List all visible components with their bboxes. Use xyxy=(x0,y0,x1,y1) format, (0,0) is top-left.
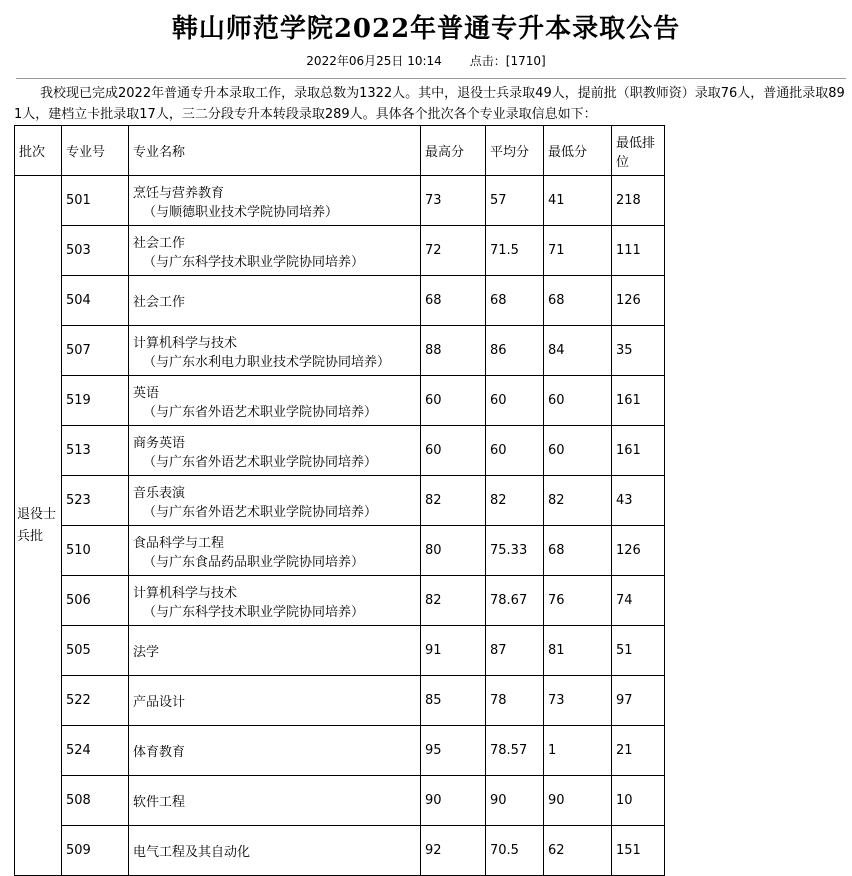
min-cell: 60 xyxy=(544,426,612,476)
table-row xyxy=(15,276,665,326)
code-cell: 501 xyxy=(62,176,129,226)
header-min: 最低分 xyxy=(544,126,612,176)
code-cell: 519 xyxy=(62,376,129,426)
major-cell xyxy=(129,176,421,226)
max-cell: 68 xyxy=(421,276,486,326)
major-note: （与顺德职业技术学院协同培养） xyxy=(143,204,339,220)
avg-cell: 82 xyxy=(486,476,544,526)
table-row xyxy=(15,176,665,226)
table-row xyxy=(15,376,665,426)
avg-cell: 78.67 xyxy=(486,576,544,626)
rank-cell: 10 xyxy=(612,776,665,826)
major-cell xyxy=(129,676,421,726)
publish-meta xyxy=(0,52,852,69)
major-cell xyxy=(129,426,421,476)
major-name: 计算机科学与技术 xyxy=(133,335,238,351)
table-row xyxy=(15,826,665,876)
code-cell: 513 xyxy=(62,426,129,476)
avg-cell: 60 xyxy=(486,426,544,476)
header-avg: 平均分 xyxy=(486,126,544,176)
major-name: 食品科学与工程 xyxy=(133,535,225,551)
major-cell xyxy=(129,326,421,376)
clicks-label: 点击： xyxy=(469,54,506,68)
avg-cell: 90 xyxy=(486,776,544,826)
max-cell: 91 xyxy=(421,626,486,676)
max-cell: 72 xyxy=(421,226,486,276)
max-cell: 82 xyxy=(421,576,486,626)
avg-cell: 86 xyxy=(486,326,544,376)
code-cell: 507 xyxy=(62,326,129,376)
max-cell: 60 xyxy=(421,376,486,426)
code-cell: 523 xyxy=(62,476,129,526)
code-cell: 524 xyxy=(62,726,129,776)
major-name: 法学 xyxy=(133,645,160,660)
max-cell: 82 xyxy=(421,476,486,526)
code-cell: 508 xyxy=(62,776,129,826)
avg-cell: 78 xyxy=(486,676,544,726)
min-cell: 81 xyxy=(544,626,612,676)
rank-cell: 97 xyxy=(612,676,665,726)
header-name: 专业名称 xyxy=(129,126,421,176)
major-name: 电气工程及其自动化 xyxy=(133,845,251,860)
max-cell: 80 xyxy=(421,526,486,576)
admission-table xyxy=(14,125,665,876)
major-cell xyxy=(129,726,421,776)
rank-cell: 21 xyxy=(612,726,665,776)
avg-cell: 75.33 xyxy=(486,526,544,576)
max-cell: 85 xyxy=(421,676,486,726)
table-row xyxy=(15,726,665,776)
code-cell: 509 xyxy=(62,826,129,876)
header-batch: 批次 xyxy=(15,126,62,176)
major-note: （与广东省外语艺术职业学院协同培养） xyxy=(143,454,378,470)
code-cell: 505 xyxy=(62,626,129,676)
intro-paragraph: 我校现已完成2022年普通专升本录取工作，录取总数为1322人。其中，退役士兵录取49人，提前批（职教师资）录取76人，普通批录取891人，建档立卡批录取17人，三二分段专升本转段录取289人。具体各个批次各个专业录取信息如下： xyxy=(14,86,845,122)
avg-cell: 87 xyxy=(486,626,544,676)
rank-cell: 126 xyxy=(612,276,665,326)
major-note: （与广东科学技术职业学院协同培养） xyxy=(143,604,365,620)
major-name: 计算机科学与技术 xyxy=(133,585,238,601)
major-note: （与广东食品药品职业学院协同培养） xyxy=(143,554,365,570)
table-header-row xyxy=(15,126,665,176)
publish-date: 2022年06月25日 10:14 xyxy=(306,54,442,68)
rank-cell: 161 xyxy=(612,376,665,426)
avg-cell: 78.57 xyxy=(486,726,544,776)
code-cell: 504 xyxy=(62,276,129,326)
rank-cell: 161 xyxy=(612,426,665,476)
major-cell xyxy=(129,276,421,326)
min-cell: 68 xyxy=(544,276,612,326)
major-note: （与广东省外语艺术职业学院协同培养） xyxy=(143,404,378,420)
avg-cell: 70.5 xyxy=(486,826,544,876)
avg-cell: 71.5 xyxy=(486,226,544,276)
min-cell: 60 xyxy=(544,376,612,426)
divider xyxy=(16,78,846,79)
major-name: 社会工作 xyxy=(133,235,186,251)
table-row xyxy=(15,676,665,726)
major-note: （与广东省外语艺术职业学院协同培养） xyxy=(143,504,378,520)
min-cell: 1 xyxy=(544,726,612,776)
major-name: 烹饪与营养教育 xyxy=(133,185,225,201)
rank-cell: 43 xyxy=(612,476,665,526)
major-cell xyxy=(129,626,421,676)
rank-cell: 218 xyxy=(612,176,665,226)
table-row xyxy=(15,576,665,626)
max-cell: 90 xyxy=(421,776,486,826)
header-rank: 最低排位 xyxy=(612,126,665,176)
min-cell: 82 xyxy=(544,476,612,526)
min-cell: 73 xyxy=(544,676,612,726)
major-name: 产品设计 xyxy=(133,695,186,710)
max-cell: 95 xyxy=(421,726,486,776)
rank-cell: 74 xyxy=(612,576,665,626)
major-cell xyxy=(129,826,421,876)
major-cell xyxy=(129,226,421,276)
avg-cell: 68 xyxy=(486,276,544,326)
rank-cell: 35 xyxy=(612,326,665,376)
batch-cell: 退役士兵批 xyxy=(15,176,62,876)
major-cell xyxy=(129,376,421,426)
min-cell: 90 xyxy=(544,776,612,826)
header-code: 专业号 xyxy=(62,126,129,176)
max-cell: 73 xyxy=(421,176,486,226)
rank-cell: 51 xyxy=(612,626,665,676)
major-cell xyxy=(129,576,421,626)
max-cell: 88 xyxy=(421,326,486,376)
code-cell: 506 xyxy=(62,576,129,626)
major-name: 社会工作 xyxy=(133,295,186,310)
table-row xyxy=(15,226,665,276)
table-row xyxy=(15,526,665,576)
major-name: 软件工程 xyxy=(133,795,186,810)
max-cell: 92 xyxy=(421,826,486,876)
major-name: 英语 xyxy=(133,385,160,401)
table-row xyxy=(15,476,665,526)
code-cell: 522 xyxy=(62,676,129,726)
major-name: 音乐表演 xyxy=(133,485,186,501)
table-row xyxy=(15,326,665,376)
min-cell: 76 xyxy=(544,576,612,626)
major-cell xyxy=(129,776,421,826)
avg-cell: 57 xyxy=(486,176,544,226)
rank-cell: 126 xyxy=(612,526,665,576)
min-cell: 62 xyxy=(544,826,612,876)
major-cell xyxy=(129,476,421,526)
page-title: 韩山师范学院2022年普通专升本录取公告 xyxy=(171,14,681,44)
rank-cell: 111 xyxy=(612,226,665,276)
major-name: 体育教育 xyxy=(133,745,186,760)
table-row xyxy=(15,426,665,476)
header-max: 最高分 xyxy=(421,126,486,176)
avg-cell: 60 xyxy=(486,376,544,426)
major-name: 商务英语 xyxy=(133,435,186,451)
min-cell: 84 xyxy=(544,326,612,376)
min-cell: 68 xyxy=(544,526,612,576)
major-note: （与广东水利电力职业技术学院协同培养） xyxy=(143,354,391,370)
table-row xyxy=(15,626,665,676)
code-cell: 503 xyxy=(62,226,129,276)
major-cell xyxy=(129,526,421,576)
table-row xyxy=(15,776,665,826)
min-cell: 71 xyxy=(544,226,612,276)
major-note: （与广东科学技术职业学院协同培养） xyxy=(143,254,365,270)
click-count: [1710] xyxy=(505,54,546,68)
code-cell: 510 xyxy=(62,526,129,576)
rank-cell: 151 xyxy=(612,826,665,876)
min-cell: 41 xyxy=(544,176,612,226)
max-cell: 60 xyxy=(421,426,486,476)
